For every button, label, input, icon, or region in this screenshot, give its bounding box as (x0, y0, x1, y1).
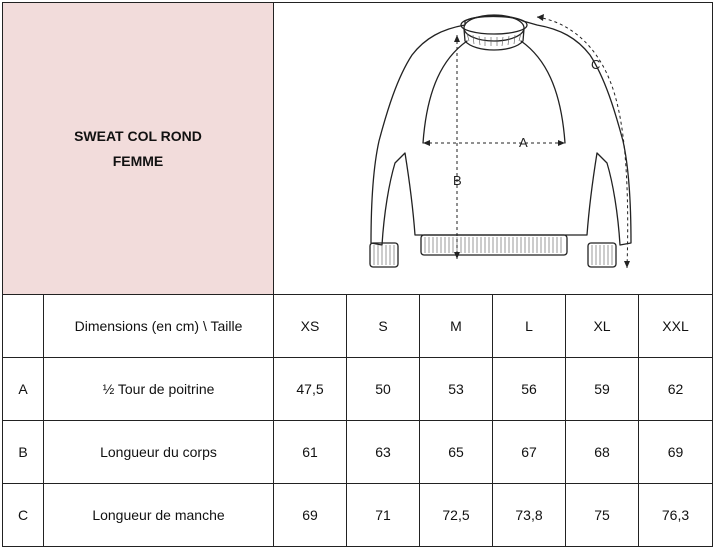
size-chart-table (2, 2, 713, 547)
row-label: ½ Tour de poitrine (44, 358, 274, 421)
top-row (3, 3, 713, 295)
row-label: Longueur de manche (44, 484, 274, 547)
table-cell: 73,8 (493, 484, 566, 547)
table-cell: 62 (639, 358, 713, 421)
product-title-cell (3, 3, 274, 295)
size-header-l: L (493, 295, 566, 358)
size-header-m: M (420, 295, 493, 358)
table-cell: 59 (566, 358, 639, 421)
row-code: A (3, 358, 44, 421)
table-cell: 47,5 (274, 358, 347, 421)
table-cell: 63 (347, 421, 420, 484)
size-header-xs: XS (274, 295, 347, 358)
table-cell: 67 (493, 421, 566, 484)
dimensions-header: Dimensions (en cm) \ Taille (44, 295, 274, 358)
row-code: C (3, 484, 44, 547)
table-cell: 56 (493, 358, 566, 421)
table-row-b (3, 421, 713, 484)
size-header-xxl: XXL (639, 295, 713, 358)
table-cell: 69 (639, 421, 713, 484)
sweatshirt-outline (371, 17, 631, 246)
table-cell: 75 (566, 484, 639, 547)
table-cell: 61 (274, 421, 347, 484)
label-c: C (591, 57, 601, 72)
raglan-seam-left (423, 41, 467, 143)
table-cell: 69 (274, 484, 347, 547)
table-row-a (3, 358, 713, 421)
raglan-seam-right (521, 41, 565, 143)
size-header-row (3, 295, 713, 358)
product-title-line-1: SWEAT COL ROND (74, 127, 202, 144)
size-header-xl: XL (566, 295, 639, 358)
product-title-line-2: FEMME (112, 152, 164, 169)
corner-cell (3, 295, 44, 358)
table-cell: 71 (347, 484, 420, 547)
label-b: B (453, 173, 462, 188)
sweatshirt-diagram (275, 3, 711, 291)
garment-diagram-cell (274, 3, 713, 295)
label-a: A (519, 135, 528, 150)
size-header-s: S (347, 295, 420, 358)
table-cell: 76,3 (639, 484, 713, 547)
table-cell: 72,5 (420, 484, 493, 547)
table-cell: 65 (420, 421, 493, 484)
collar (461, 16, 527, 34)
row-code: B (3, 421, 44, 484)
table-row-c (3, 484, 713, 547)
row-label: Longueur du corps (44, 421, 274, 484)
table-cell: 68 (566, 421, 639, 484)
table-cell: 50 (347, 358, 420, 421)
table-cell: 53 (420, 358, 493, 421)
